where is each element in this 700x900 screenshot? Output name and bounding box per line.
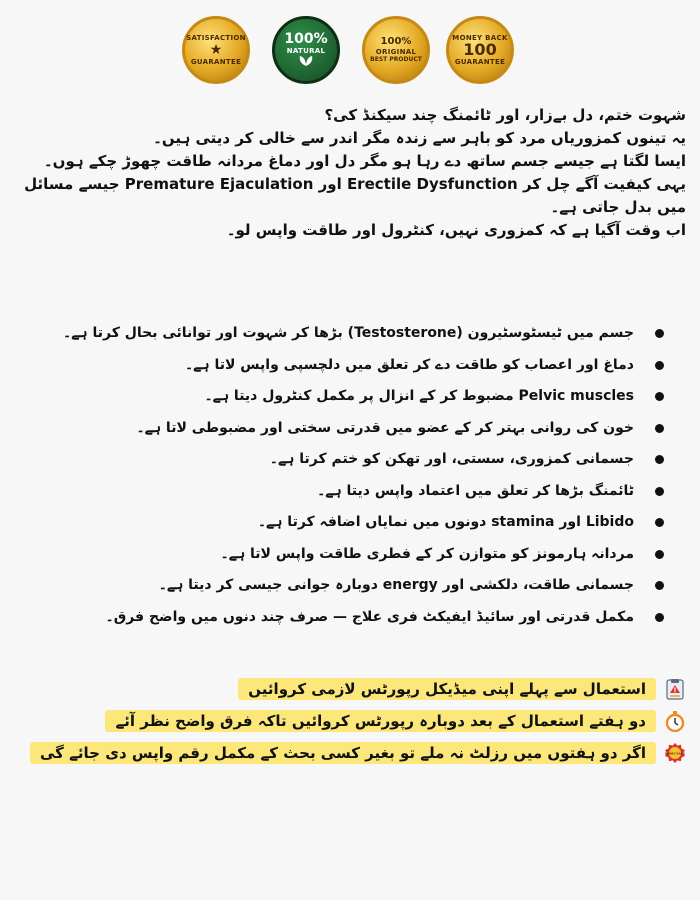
bullet-icon <box>655 424 664 433</box>
callout-text: دو ہفتے استعمال کے بعد دوبارہ رپورٹس کروائیں تاکہ فرق واضح نظر آئے <box>105 710 656 732</box>
bullet-icon <box>655 581 664 590</box>
badge-main-text: 100 <box>463 40 497 59</box>
benefits-list <box>60 318 664 633</box>
list-item-text: خون کی روانی بہتر کر کے عضو میں قدرتی سختی اور مضبوطی لاتا ہے۔ <box>136 419 634 436</box>
natural-badge <box>272 16 340 84</box>
callout-medical-reports <box>238 676 686 702</box>
badge-bottom-text: BEST PRODUCT <box>370 56 422 63</box>
badge-bottom-text: GUARANTEE <box>190 58 242 66</box>
stopwatch-icon <box>664 710 686 732</box>
bullet-icon <box>655 361 664 370</box>
list-item <box>60 539 664 571</box>
bullet-icon <box>655 550 664 559</box>
intro-line: یہ تینوں کمزوریاں مرد کو باہر سے زندہ مگر اندر سے خالی کر دیتی ہیں۔ <box>153 129 686 147</box>
callout-text: استعمال سے پہلے اپنی میڈیکل رپورٹس لازمی کروائیں <box>238 678 656 700</box>
callout-repeat-reports <box>105 708 686 734</box>
bullet-icon <box>655 392 664 401</box>
list-item <box>60 381 664 413</box>
callout-money-back <box>30 740 686 766</box>
badge-main-text: ORIGINAL <box>375 48 417 56</box>
list-item-text: جسمانی کمزوری، سستی، اور تھکن کو ختم کرتا ہے۔ <box>269 451 634 467</box>
leaf-icon <box>297 55 315 70</box>
bullet-icon <box>655 613 664 622</box>
bullet-icon <box>655 518 664 527</box>
list-item <box>60 570 664 602</box>
list-item-text: دماغ اور اعصاب کو طاقت دے کر تعلق میں دلچسپی واپس لاتا ہے۔ <box>184 356 634 373</box>
badge-top-text: MONEY BACK <box>452 34 508 42</box>
list-item-text: جسمانی طاقت، دلکشی اور energy دوبارہ جوانی جیسی کر دیتا ہے۔ <box>158 577 634 593</box>
clipboard-warning-icon <box>664 678 686 700</box>
money-back-guarantee-badge <box>446 16 514 84</box>
bullet-icon <box>655 329 664 338</box>
intro-line: شہوت ختم، دل بےزار، اور ٹائمنگ چند سیکنڈ کی؟ <box>324 106 686 124</box>
callout-text: اگر دو ہفتوں میں رزلٹ نہ ملے تو بغیر کسی بحث کے مکمل رقم واپس دی جائے گی <box>30 742 656 764</box>
list-item-text: مکمل قدرتی اور سائیڈ ایفیکٹ فری علاج — صرف چند دنوں میں واضح فرق۔ <box>105 608 634 625</box>
list-item <box>60 476 664 508</box>
list-item-text: Pelvic muscles مضبوط کر کے انزال پر مکمل کنٹرول دیتا ہے۔ <box>204 388 634 404</box>
satisfaction-guarantee-badge <box>182 16 250 84</box>
list-item-text: مردانہ ہارمونز کو متوازن کر کے فطری طاقت واپس لاتا ہے۔ <box>220 545 634 562</box>
thumbs-up-icon: ★ <box>209 42 223 58</box>
badge-top-text: 100% <box>380 36 412 47</box>
list-item <box>60 318 664 350</box>
money-back-badge-label: MONEY BACK <box>665 751 685 756</box>
badge-bottom-text: NATURAL <box>286 46 326 55</box>
list-item <box>60 602 664 634</box>
list-item <box>60 350 664 382</box>
badge-main-text: 100% <box>284 30 328 47</box>
list-item <box>60 507 664 539</box>
list-item <box>60 413 664 445</box>
list-item-text: Libido اور stamina دونوں میں نمایاں اضافہ کرتا ہے۔ <box>257 514 634 530</box>
original-badge <box>362 16 430 84</box>
list-item-text: ٹائمنگ بڑھا کر تعلق میں اعتماد واپس دیتا ہے۔ <box>317 482 634 499</box>
intro-line: ایسا لگتا ہے جیسے جسم ساتھ دے رہا ہو مگر دل اور دماغ مردانہ طاقت چھوڑ چکے ہوں۔ <box>43 152 686 170</box>
intro-text <box>10 104 686 242</box>
badge-bottom-text: GUARANTEE <box>454 58 506 66</box>
intro-line: یہی کیفیت آگے چل کر Erectile Dysfunction اور Premature Ejaculation جیسے مسائل میں بدل جاتی ہے۔ <box>24 175 686 216</box>
bullet-icon <box>655 455 664 464</box>
list-item <box>60 444 664 476</box>
list-item-text: جسم میں ٹیسٹوسٹیرون (Testosterone) بڑھا کر شہوت اور توانائی بحال کرتا ہے۔ <box>63 325 634 341</box>
bullet-icon <box>655 487 664 496</box>
money-back-badge-icon <box>664 742 686 764</box>
intro-line: اب وقت آگیا ہے کہ کمزوری نہیں، کنٹرول اور طاقت واپس لو۔ <box>226 221 686 239</box>
badges-row <box>0 16 700 92</box>
badge-top-text: SATISFACTION <box>186 34 246 42</box>
